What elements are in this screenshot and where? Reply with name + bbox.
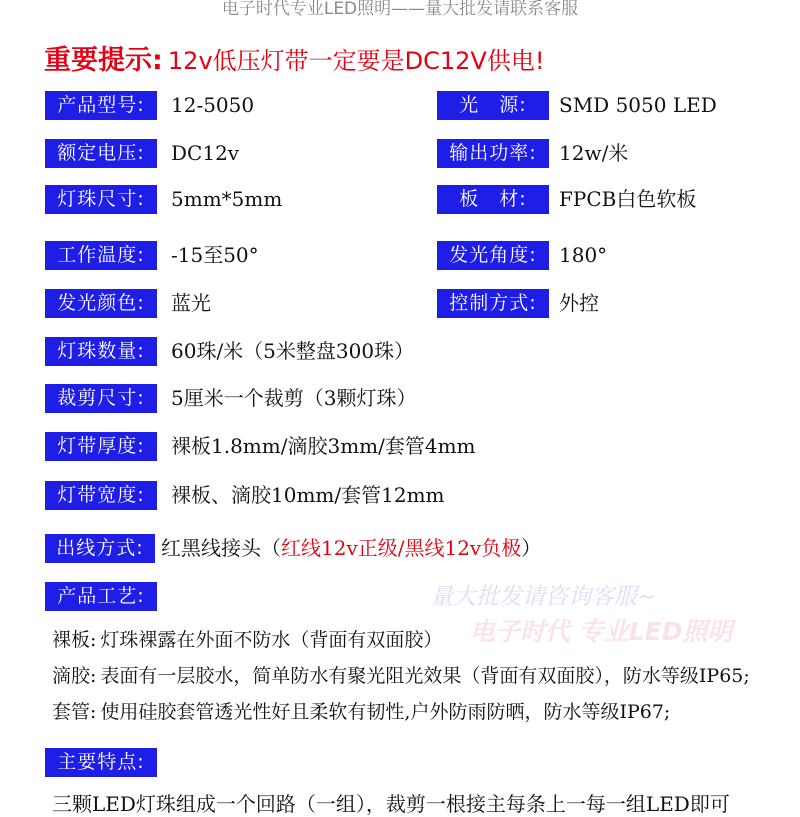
- process-item-epoxy: [52, 662, 750, 690]
- spec-value-angle: 180°: [559, 243, 608, 267]
- process-term: 滴胶:: [52, 665, 97, 687]
- spec-label-bead-size: 灯珠尺寸:: [45, 185, 157, 214]
- spec-value-bead-count: 60珠/米（5米整盘300珠）: [171, 339, 415, 363]
- process-text: 表面有一层胶水，简单防水有聚光阻光效果（背面有双面胶），防水等级IP65;: [100, 665, 750, 687]
- spec-label-angle: 发光角度:: [437, 241, 549, 270]
- spec-label-temperature: 工作温度:: [45, 241, 157, 270]
- spec-value-voltage: DC12v: [171, 141, 240, 165]
- spec-label-wiring: 出线方式:: [45, 534, 155, 563]
- process-text: 灯珠裸露在外面不防水（背面有双面胶）: [100, 629, 443, 651]
- spec-label-bead-count: 灯珠数量:: [45, 337, 157, 366]
- notice-headline: [44, 38, 544, 77]
- spec-value-power: 12w/米: [559, 141, 629, 165]
- spec-value-temperature: -15至50°: [171, 243, 259, 267]
- spec-label-light-source: 光 源:: [437, 91, 549, 120]
- process-term: 套管:: [52, 701, 97, 723]
- spec-label-color: 发光颜色:: [45, 289, 157, 318]
- process-term: 裸板:: [52, 629, 97, 651]
- process-item-bare: [52, 626, 442, 654]
- process-text: 使用硅胶套管透光性好且柔软有韧性,户外防雨防晒，防水等级IP67;: [100, 701, 671, 723]
- wiring-text: 红黑线接头（: [161, 536, 281, 560]
- features-title: 主要特点:: [45, 748, 157, 777]
- spec-value-control: 外控: [559, 291, 599, 315]
- spec-label-width: 灯带宽度:: [45, 481, 157, 510]
- spec-label-power: 输出功率:: [437, 139, 549, 168]
- spec-value-model: 12-5050: [171, 93, 255, 117]
- spec-label-cut-size: 裁剪尺寸:: [45, 384, 157, 413]
- spec-value-bead-size: 5mm*5mm: [171, 187, 283, 211]
- features-partial-text: 三颗LED灯珠组成一个回路（一组），裁剪一根接主每条上一每一组LED即可: [52, 792, 730, 816]
- spec-label-model: 产品型号:: [45, 91, 157, 120]
- top-caption: 电子时代专业LED照明——量大批发请联系客服: [221, 0, 579, 19]
- spec-label-board: 板 材:: [437, 185, 549, 214]
- spec-value-wiring: [161, 534, 541, 563]
- process-item-sleeve: [52, 698, 670, 726]
- spec-value-color: 蓝光: [171, 291, 211, 315]
- spec-value-cut-size: 5厘米一个裁剪（3颗灯珠）: [171, 386, 417, 410]
- spec-value-width: 裸板、滴胶10mm/套管12mm: [171, 483, 445, 507]
- spec-label-control: 控制方式:: [437, 289, 549, 318]
- process-title: 产品工艺:: [45, 582, 157, 611]
- spec-value-thickness: 裸板1.8mm/滴胶3mm/套管4mm: [171, 434, 476, 458]
- spec-label-thickness: 灯带厚度:: [45, 432, 157, 461]
- watermark-brand: 电子时代 专业LED照明: [470, 617, 733, 646]
- spec-label-voltage: 额定电压:: [45, 139, 157, 168]
- spec-value-light-source: SMD 5050 LED: [559, 93, 717, 117]
- notice-text: 12v低压灯带一定要是DC12V供电!: [167, 47, 545, 75]
- wiring-text-end: ）: [521, 536, 542, 560]
- notice-lead: 重要提示:: [44, 45, 163, 76]
- watermark-text: 量大批发请咨询客服~: [430, 584, 657, 610]
- spec-value-board: FPCB白色软板: [559, 187, 697, 211]
- wiring-polarity-text: 红线12v正级/黑线12v负极: [281, 536, 522, 560]
